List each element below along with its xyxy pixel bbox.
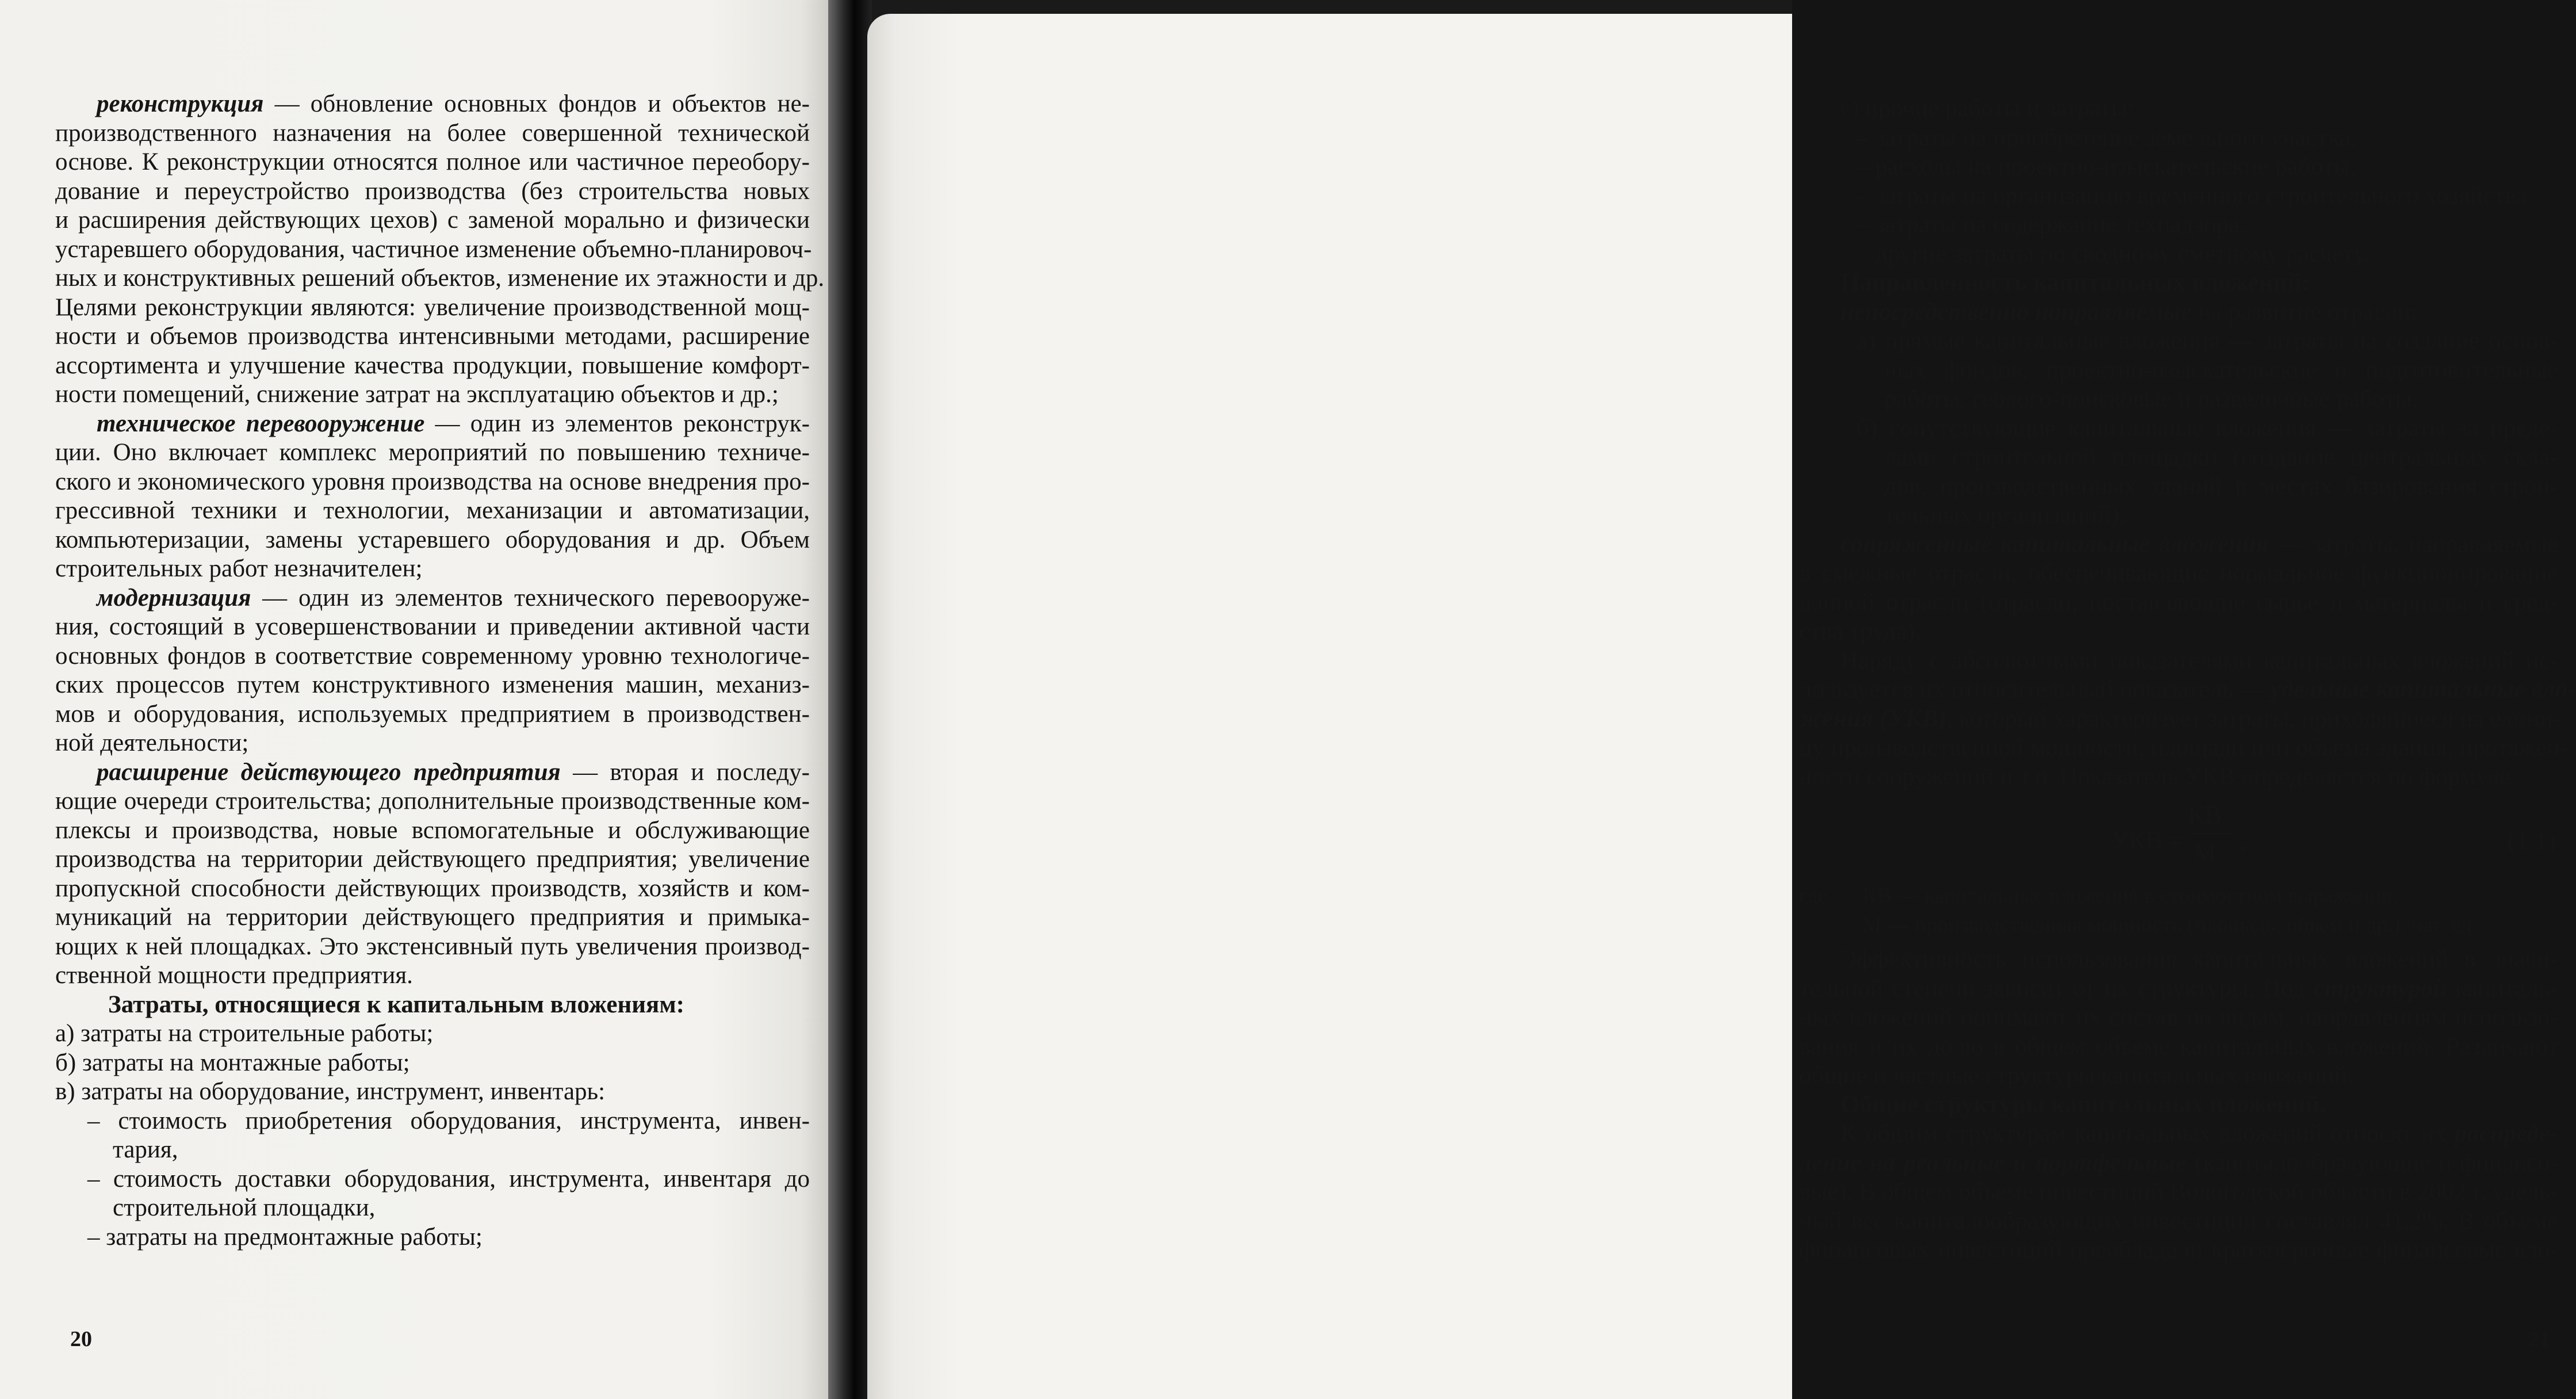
line-text: ства труда). xyxy=(1799,618,1922,645)
line-text: ции. Оно включает комплекс мероприятий по повышению техниче- xyxy=(55,439,810,466)
line-text: – расходы на проектно-изыскательские работы, xyxy=(1857,153,2357,180)
text-line xyxy=(1799,705,2562,734)
line-text: тария, xyxy=(113,1136,178,1163)
text-line xyxy=(55,613,810,642)
text-line xyxy=(1799,1178,2558,1207)
bold-heading: Общие структуры капитальных вложений. xyxy=(1840,1091,2326,1118)
line-text: в) затраты на оборудование, инструмент, инвентарь: xyxy=(55,1078,606,1105)
text-line xyxy=(1799,94,2558,124)
line-text: ности и объемов производства интенсивными методами, расширение xyxy=(55,323,810,350)
text-line xyxy=(55,119,810,148)
text-line xyxy=(55,410,810,439)
text-line xyxy=(1799,152,2558,182)
line-text: ассортимента и улучшение качества продукции, повышение комфорт- xyxy=(55,351,810,379)
bold-heading: Направленность капитальных вложений: xyxy=(1840,269,2310,296)
line-text: ности помещений, снижение затрат на эксплуатацию объектов и др.; xyxy=(55,381,779,408)
line-text: – затраты на предмонтажные работы; xyxy=(87,1223,483,1251)
line-text: капиталь- xyxy=(2447,974,2559,1002)
text-line xyxy=(1799,974,2558,1004)
right-text-bottom xyxy=(1799,945,2558,1265)
line-text: тельной степени зависит от их структуры. Под xyxy=(1799,974,2314,1002)
text-line xyxy=(55,1019,810,1049)
page-number-left: 20 xyxy=(70,1327,92,1351)
text-line xyxy=(55,584,810,613)
text-line xyxy=(55,235,810,265)
text-line xyxy=(55,380,810,410)
text-line xyxy=(1799,443,2558,472)
text-line xyxy=(1799,298,2558,327)
line-text: Эффективность использования капитальных вложений в значи- xyxy=(1840,946,2558,973)
line-text: пользуется их относительный показатель — xyxy=(1799,676,2271,703)
line-text: ского и экономического уровня производства на основе внедрения про- xyxy=(55,468,810,495)
text-line xyxy=(1799,559,2558,588)
legend-label: где xyxy=(1799,884,1828,908)
line-text: и расширения действующих цехов) с заменой морально и физически xyxy=(55,207,810,234)
emphasized-term: расширение действующего предприятия xyxy=(97,758,561,786)
text-line xyxy=(55,932,810,962)
line-text: пропускной способности действующих производств, хозяйств и ком- xyxy=(55,874,810,902)
line-text: компьютеризации, замены устаревшего оборудования и др. Объем xyxy=(55,526,810,553)
left-page xyxy=(0,0,834,1399)
page-number-right: 21 xyxy=(2528,1328,2550,1352)
line-text: устаревшего оборудования, частичное изменение объемно-планировоч- xyxy=(55,235,812,263)
right-text-top xyxy=(1799,94,2576,792)
line-text: – другие затраты по сводному сметному расчету. xyxy=(1857,240,2370,267)
right-page-text xyxy=(1799,94,2576,1265)
text-line xyxy=(55,1136,810,1165)
text-line xyxy=(55,991,810,1020)
line-text: дов, производственных зданий в местах базирования строи- xyxy=(1884,472,2558,500)
text-line xyxy=(1799,647,2558,676)
formula-lhs: УКВ = xyxy=(2111,826,2183,854)
line-text: – стоимость приобретения оборудования, инструмента, инвен- xyxy=(87,1107,810,1134)
text-line xyxy=(1799,356,2558,385)
line-text: вания и их долю в общем объеме капитальных вложений. Различают xyxy=(1799,1033,2558,1060)
text-line xyxy=(55,90,810,119)
line-text: вые). В общем объеме инвестиций Вологодской области в 2002 г. удель- xyxy=(1799,1178,2559,1205)
formula-fraction-bar xyxy=(2188,833,2236,834)
line-text: б) сопутствующие капитальные вложения — затраты за преде- xyxy=(1857,414,2558,442)
line-text: производства на территории действующего предприятия; увеличение xyxy=(55,846,810,873)
line-text: ности сооружений и т.п. Показатель УКВ определяется по формуле xyxy=(1799,763,2510,790)
text-line xyxy=(55,468,810,497)
line-text: плексы и производства, новые вспомогательные и обслуживающие xyxy=(55,816,810,844)
line-text: основных фондов в соответствие современному уровню технологиче- xyxy=(55,642,810,670)
text-line xyxy=(1799,945,2558,974)
formula-comma: , xyxy=(2240,826,2246,854)
left-page-text xyxy=(55,90,825,1252)
line-text: мов и оборудования, используемых предприятием в производствен- xyxy=(55,700,810,728)
line-text: а) затраты на строительные работы; xyxy=(55,1020,434,1047)
line-text: грессивной техники и технологии, механизации и автоматизации, xyxy=(55,497,810,524)
line-text: ных фондов, проектно-изыскательские и подготовительные xyxy=(1884,356,2558,384)
text-line xyxy=(1799,1091,2558,1120)
line-text: – затраты на приобретение земельного участка, xyxy=(1857,124,2357,151)
text-line xyxy=(55,903,810,932)
line-text: финансовых инвестиций преобладали краткосрочные финансовые вло- xyxy=(1799,1236,2558,1263)
book-binding-gutter xyxy=(828,0,872,1399)
line-text: , который характеризует затраты, приходящиеся на едини- xyxy=(1946,705,2562,732)
text-line xyxy=(55,1165,810,1194)
text-line xyxy=(55,816,810,846)
line-text: г) прочие работы и затраты: xyxy=(1840,95,2135,122)
text-line xyxy=(1799,588,2558,618)
line-text: работы, геолого-поисковые и разведочные работы, xyxy=(1884,385,2418,412)
text-line xyxy=(1799,1149,2558,1178)
legend-line xyxy=(1799,881,2558,911)
text-line xyxy=(55,1194,810,1223)
text-line xyxy=(55,1049,810,1078)
text-line xyxy=(55,177,810,207)
text-line xyxy=(55,1107,810,1136)
text-line xyxy=(1799,1033,2558,1062)
line-text: общие и частные структуры капитальных вложений. xyxy=(1799,1062,2353,1089)
text-line xyxy=(1799,182,2558,211)
emphasized-term: непосредственно направляемые xyxy=(1840,298,2192,326)
line-text: данной отрасли (отрасли, поставляющие сырье и материалы и сред- xyxy=(1799,588,2558,616)
line-text: тельных организаций); xyxy=(1884,502,2126,529)
line-text: – затраты на организацию временного строительного хозяйства, xyxy=(1857,182,2533,209)
text-line xyxy=(1799,240,2558,269)
right-page xyxy=(867,14,2576,1399)
text-line xyxy=(55,438,810,468)
text-line xyxy=(55,845,810,874)
text-line xyxy=(55,526,810,555)
line-text: К общим структурам капитальных вложений относят их xyxy=(1840,1120,2455,1147)
text-line xyxy=(1799,124,2558,153)
formula-legend xyxy=(1799,881,2558,939)
text-line xyxy=(1799,1061,2558,1091)
line-text: – затраты на содержание технадзора, xyxy=(1857,211,2246,238)
text-line xyxy=(55,642,810,671)
line-text: Наряду с абсолютными показателями капитальных вложений ис- xyxy=(1840,647,2558,674)
formula-number: (1.1) xyxy=(2507,827,2556,855)
line-text: Целями реконструкции являются: увеличение производственной мощ- xyxy=(55,293,810,321)
text-line xyxy=(55,758,810,788)
line-text: в смежные отрасли, обеспечивающие нормальное функционирование xyxy=(1799,560,2558,587)
text-line xyxy=(1799,1236,2558,1265)
text-line xyxy=(1799,501,2558,530)
text-line xyxy=(55,351,810,381)
formula-denominator: М xyxy=(2194,839,2217,867)
line-text: ющих к ней площадках. Это экстенсивный путь увеличения производ- xyxy=(55,932,810,960)
line-text: — затраты, направляемые xyxy=(2268,530,2558,558)
text-line xyxy=(1799,385,2558,414)
text-line xyxy=(1799,211,2558,240)
line-text: а) прямые капитальные вложения — затраты на создание основ- xyxy=(1857,327,2558,354)
line-text: ния, состоящий в усовершенствовании и приведении активной части xyxy=(55,613,810,640)
line-text: производственного назначения на более совершенной технической xyxy=(55,119,810,147)
line-text: цу производственной мощности, площади или объема здания, протяжен- xyxy=(1799,734,2569,761)
line-text: — один из элементов реконструк- xyxy=(424,410,810,437)
text-line xyxy=(1799,414,2558,444)
text-line xyxy=(55,1223,810,1252)
emphasized-term: техническое перевооружение xyxy=(97,410,425,437)
text-line xyxy=(55,322,810,351)
line-text: — вторая и последу- xyxy=(560,758,810,786)
line-text: ственной мощности предприятия. xyxy=(55,962,413,989)
formula-numerator: КВ xyxy=(2188,801,2222,829)
line-text: ных вложений понимают их состав по видам, направлениям использо- xyxy=(1799,1004,2558,1031)
text-line xyxy=(55,874,810,904)
text-line xyxy=(55,264,825,293)
text-line xyxy=(55,206,810,235)
emphasized-term: структурой xyxy=(2313,974,2447,1002)
bold-heading: Затраты, относящиеся к капитальным вложениям: xyxy=(108,991,684,1018)
legend-text: М — производственная мощность (площадь, объем и др.), нат. ед. xyxy=(1862,912,2477,937)
text-line xyxy=(55,496,810,526)
text-line xyxy=(1799,530,2558,560)
text-line xyxy=(1799,617,2558,647)
text-line xyxy=(1799,472,2558,502)
legend-line xyxy=(1799,911,2558,940)
line-text: основе. К реконструкции относятся полное или частичное переобору- xyxy=(55,148,810,175)
line-text: б) затраты на монтажные работы; xyxy=(55,1049,410,1076)
line-text: ских процессов путем конструктивного изменения машин, механиз- xyxy=(55,671,810,698)
text-line xyxy=(55,961,810,991)
text-line xyxy=(1799,763,2558,792)
text-line xyxy=(1799,269,2558,298)
line-text: дование и переустройство производства (без строительства новых xyxy=(55,177,810,205)
text-line xyxy=(1799,1119,2558,1149)
line-text: (капиталообразующие и финансо- xyxy=(2186,1149,2558,1176)
text-line xyxy=(55,700,810,729)
emphasized-term: сопряженные капитальные вложения xyxy=(1840,530,2269,558)
emphasized-term: модернизация xyxy=(97,584,251,611)
emphasized-term: распреде- xyxy=(2454,1120,2558,1147)
text-line xyxy=(55,1077,810,1107)
line-text: муникаций на территории действующего предприятия и примыка- xyxy=(55,904,810,931)
emphasized-term: реконструкция xyxy=(97,90,264,117)
line-text: ных и конструктивных решений объектов, изменение их этажности и др. xyxy=(55,265,825,292)
text-line xyxy=(55,729,810,758)
text-line xyxy=(55,671,810,700)
emphasized-term: удельные капитальные вло- xyxy=(2270,676,2576,703)
line-text: — один из элементов технического перевооруже- xyxy=(251,584,810,611)
line-text: строительных работ незначителен; xyxy=(55,555,423,582)
text-line xyxy=(55,787,810,816)
line-text: ющие очереди строительства; дополнительные производственные ком- xyxy=(55,788,810,815)
text-line xyxy=(1799,1003,2558,1033)
emphasized-term: жения (УКВ) xyxy=(1799,705,1947,732)
line-text: — обновление основных фондов и объектов не- xyxy=(263,90,810,117)
text-line xyxy=(55,555,810,584)
text-line xyxy=(55,148,810,177)
text-line xyxy=(55,293,810,323)
line-text: ной деятельности; xyxy=(55,729,249,756)
emphasized-term: ление на реальные и портфельные xyxy=(1799,1149,2187,1176)
line-text: лами строительной площадки (создание центральных скла- xyxy=(1884,444,2558,471)
text-line xyxy=(1799,675,2576,705)
line-text: строительной площадки, xyxy=(113,1194,376,1221)
text-line xyxy=(1799,1207,2558,1236)
line-text: на развитие отрасли: xyxy=(2191,298,2418,326)
text-line xyxy=(1799,733,2569,763)
line-text: ный вес капиталообразующих инвестиций составлял 41,2%. В объеме xyxy=(1799,1207,2558,1234)
legend-text: КВ — капитальные вложения в стоимостном выражении; xyxy=(1862,884,2399,908)
line-text: – стоимость доставки оборудования, инструмента, инвентаря до xyxy=(87,1165,810,1192)
formula-ukv xyxy=(1799,801,2558,879)
text-line xyxy=(1799,327,2558,356)
